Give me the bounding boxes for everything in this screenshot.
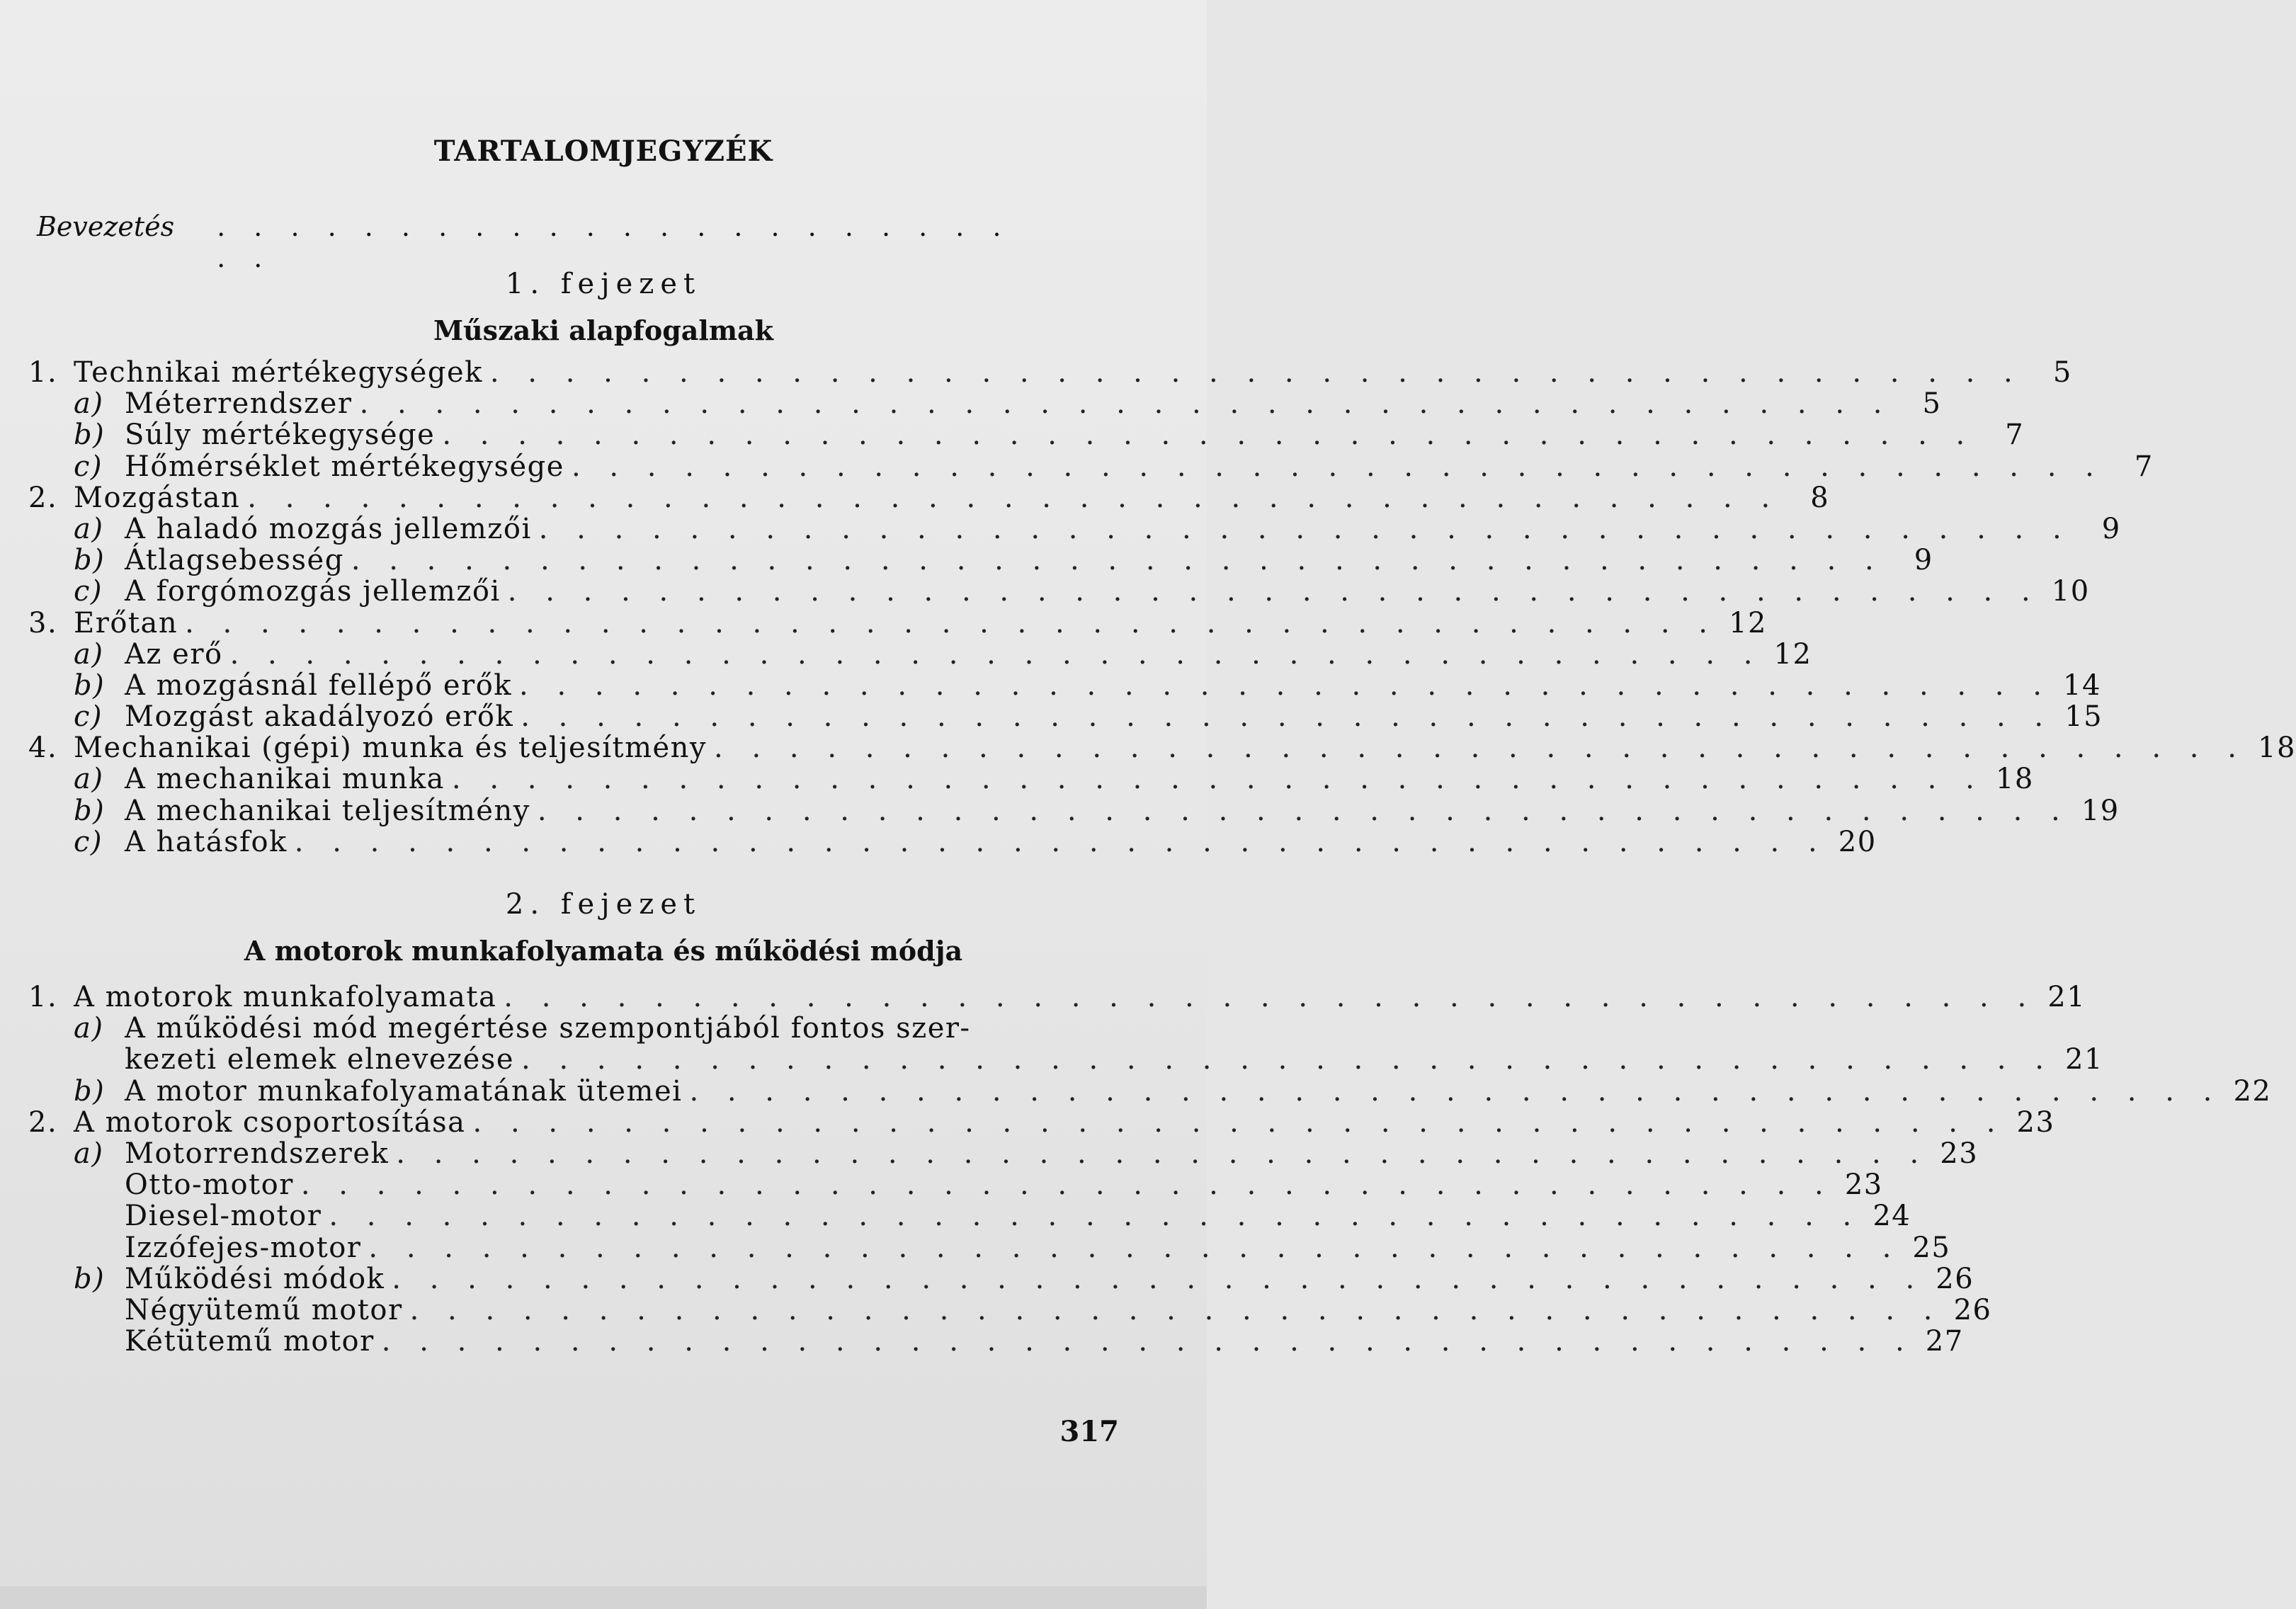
entry-text: Diesel-motor [125,1200,322,1233]
entry-letter: a) [74,637,104,671]
toc-entry [28,1231,1951,1264]
dot-leader: . . . . . . . . . . . . . . . . . . . . . . . . . . . . . . . . . . . . . . . . . [247,481,1780,514]
page-bottom-edge [0,1586,1207,1609]
entry-text: Négyütemű motor [125,1293,403,1326]
entry-text: Mechanikai (gépi) munka és teljesítmény [74,732,707,765]
entry-text: Kétütemű motor [125,1325,375,1358]
entry-page: 14 [2063,669,2101,702]
entry-page: 23 [2016,1105,2055,1139]
toc-entry [28,732,2296,765]
entry-letter: a) [74,387,104,421]
dot-leader: . . . . . . . . . . . . . . . . . . . . . . . . . . . . . . . . . . . . . . . . . [507,575,2040,608]
toc-entry [28,387,1942,421]
entry-page: 20 [1838,825,1877,858]
entry-letter: a) [74,1012,104,1045]
dot-leader: . . . . . . . . . . . . . . . . . . . . . . . . . . . . . . . . . . . . . . . . . [538,512,2071,545]
entry-text: kezeti elemek elnevezése [125,1043,515,1076]
dot-leader: . . . . . . . . . . . . . . . . . . . . . . . . . . . . . . . . . . . . . . . . . [537,794,2070,827]
entry-page: 5 [2052,356,2072,389]
page-title: TARTALOMJEGYZÉK [433,135,773,168]
dot-leader: . . . . . . . . . . . . . . . . . . . . . . . . . . . . . . . . . . . . . . . . . [392,1262,1925,1295]
toc-entry [28,1325,1964,1358]
toc-entry [28,1074,2272,1108]
toc-entry [28,1013,1119,1044]
entry-text: Méterrendszer [125,387,353,421]
entry-page: 23 [1940,1137,1979,1170]
chapter-2-title: A motorok munkafolyamata és működési módja [244,935,963,967]
entry-number: 4. [28,732,58,765]
entry-page: 18 [2258,732,2296,765]
toc-entry [28,481,1830,514]
entry-letter: c) [74,450,103,483]
entry-letter: b) [74,1074,106,1108]
entry-page: 25 [1912,1231,1951,1264]
entry-letter: c) [74,575,103,608]
entry-page: 18 [1995,763,2034,796]
entry-number: 1. [28,356,58,389]
entry-page: 10 [2051,575,2090,608]
dot-leader: . . . . . . . . . . . . . . . . . . . . . . . . . . . . . . . . . . . . . . . . . [519,669,2052,702]
chapter-1-title: Műszaki alapfogalmak [433,314,773,346]
toc-entry [28,606,1767,639]
entry-text: A forgómozgás jellemzői [125,575,501,608]
entry-letter: c) [74,825,103,858]
entry-text: A hatásfok [125,825,288,858]
dot-leader: . . . . . . . . . . . . . . . . . . . . . . . . . . . . . . . . . . . . . . . . . [521,1043,2054,1076]
entry-page: 19 [2081,794,2120,827]
toc-entry [28,669,2101,702]
entry-letter: a) [74,512,104,545]
entry-page: 23 [1844,1169,1883,1202]
toc-entry [28,825,1877,858]
toc-entry [28,512,2121,545]
entry-text: Erőtan [74,606,178,639]
chapter-2-entries [28,981,2272,1358]
entry-text: Motorrendszerek [125,1137,390,1170]
dot-leader: . . . . . . . . . . . . . . . . . . . . . . . . . . . . . . . . . . . . . . . . . [521,700,2054,734]
entry-text: Technikai mértékegységek [74,356,483,389]
toc-entry [28,1137,1979,1170]
toc-entry [28,419,2025,452]
entry-letter: b) [74,1262,106,1295]
entry-letter: c) [74,700,103,734]
entry-page: 12 [1773,637,1812,671]
toc-entry [28,981,2086,1013]
entry-letter: b) [74,794,106,827]
toc-entry [28,637,1812,671]
intro-dot-leader: . . . . . . . . . . . . . . . . . . . . . . . . [217,211,1011,273]
entry-page: 24 [1872,1200,1911,1233]
dot-leader: . . . . . . . . . . . . . . . . . . . . . . . . . . . . . . . . . . . . . . . . . [451,763,1984,796]
entry-number: 1. [28,981,58,1013]
entry-number: 2. [28,481,58,514]
intro-entry [37,211,1042,273]
entry-page: 26 [1936,1262,1974,1295]
entry-text: A motorok csoportosítása [74,1105,466,1139]
dot-leader: . . . . . . . . . . . . . . . . . . . . . . . . . . . . . . . . . . . . . . . . . [396,1137,1929,1170]
entry-page: 22 [2233,1074,2272,1108]
dot-leader: . . . . . . . . . . . . . . . . . . . . . . . . . . . . . . . . . . . . . . . . . [329,1200,1862,1233]
dot-leader: . . . . . . . . . . . . . . . . . . . . . . . . . . . . . . . . . . . . . . . . . [442,419,1975,452]
chapter-1-entries [28,356,2296,858]
entry-text: Működési módok [125,1262,385,1295]
dot-leader: . . . . . . . . . . . . . . . . . . . . . . . . . . . . . . . . . . . . . . . . . [504,981,2037,1013]
entry-page: 27 [1925,1325,1964,1358]
entry-text: Átlagsebesség [125,544,344,577]
entry-text: Otto-motor [125,1169,294,1202]
dot-leader: . . . . . . . . . . . . . . . . . . . . . . . . . . . . . . . . . . . . . . . . . [409,1293,1943,1326]
dot-leader: . . . . . . . . . . . . . . . . . . . . . . . . . . . . . . . . . . . . . . . . . [368,1231,1902,1264]
toc-entry [28,1262,1974,1295]
entry-page: 21 [2065,1043,2103,1076]
entry-text: Hőmérséklet mértékegysége [125,450,564,483]
entry-page: 7 [2005,419,2025,452]
entry-text: Mozgástan [74,481,241,514]
entry-text: A mozgásnál fellépő erők [125,669,513,702]
page-number: 317 [1059,1415,1119,1448]
entry-letter: b) [74,544,106,577]
entry-page: 26 [1953,1293,1992,1326]
entry-page: 9 [2101,512,2121,545]
toc-entry [28,450,2154,483]
entry-letter: b) [74,669,106,702]
dot-leader: . . . . . . . . . . . . . . . . . . . . . . . . . . . . . . . . . . . . . . . . . [294,825,1827,858]
entry-text: A mechanikai munka [125,763,445,796]
entry-page: 21 [2047,981,2086,1013]
dot-leader: . . . . . . . . . . . . . . . . . . . . . . . . . . . . . . . . . . . . . . . . . [229,637,1763,671]
toc-entry [28,1169,1883,1202]
entry-letter: b) [74,419,106,452]
entry-page: 8 [1810,481,1830,514]
chapter-2-number: 2. fejezet [505,888,702,921]
toc-entry [28,1105,2055,1139]
toc-entry [28,575,2090,608]
intro-label: Bevezetés [37,211,175,242]
chapter-1-number: 1. fejezet [505,268,702,300]
entry-letter: a) [74,1137,104,1170]
dot-leader: . . . . . . . . . . . . . . . . . . . . . . . . . . . . . . . . . . . . . . . . . [714,732,2246,765]
entry-text: A működési mód megértése szempontjából fontos szer- [125,1012,971,1045]
dot-leader: . . . . . . . . . . . . . . . . . . . . . . . . . . . . . . . . . . . . . . . . . [472,1105,2006,1139]
dot-leader: . . . . . . . . . . . . . . . . . . . . . . . . . . . . . . . . . . . . . . . . . [185,606,1717,639]
entry-text: A motor munkafolyamatának ütemei [125,1074,683,1108]
toc-entry [28,1043,2103,1076]
toc-entry [28,763,2034,796]
toc-entry [28,544,1933,577]
entry-page: 15 [2064,700,2103,734]
dot-leader: . . . . . . . . . . . . . . . . . . . . . . . . . . . . . . . . . . . . . . . . . [381,1325,1914,1358]
entry-text: A haladó mozgás jellemzői [125,512,532,545]
entry-letter: a) [74,763,104,796]
toc-entry [28,700,2103,734]
entry-number: 2. [28,1105,58,1139]
entry-text: Izzófejes-motor [125,1231,362,1264]
dot-leader: . . . . . . . . . . . . . . . . . . . . . . . . . . . . . . . . . . . . . . . . . [489,356,2023,389]
toc-entry [28,1293,1992,1326]
entry-text: Mozgást akadályozó erők [125,700,514,734]
dot-leader: . . . . . . . . . . . . . . . . . . . . . . . . . . . . . . . . . . . . . . . . . [359,387,1892,421]
entry-number: 3. [28,606,58,639]
dot-leader: . . . . . . . . . . . . . . . . . . . . . . . . . . . . . . . . . . . . . . . . . [351,544,1884,577]
toc-entry [28,356,2072,389]
dot-leader: . . . . . . . . . . . . . . . . . . . . . . . . . . . . . . . . . . . . . . . . . [689,1074,2222,1108]
entry-page: 7 [2134,450,2154,483]
entry-text: A mechanikai teljesítmény [125,794,530,827]
entry-text: Súly mértékegysége [125,419,436,452]
toc-entry [28,1200,1911,1233]
toc-entry [28,794,2120,827]
dot-leader: . . . . . . . . . . . . . . . . . . . . . . . . . . . . . . . . . . . . . . . . . [300,1169,1834,1202]
entry-text: Az erő [125,637,223,671]
entry-page: 5 [1922,387,1942,421]
entry-page: 9 [1914,544,1933,577]
entry-text: A motorok munkafolyamata [74,981,497,1013]
dot-leader: . . . . . . . . . . . . . . . . . . . . . . . . . . . . . . . . . . . . . . . . . [571,450,2104,483]
entry-page: 12 [1729,606,1767,639]
